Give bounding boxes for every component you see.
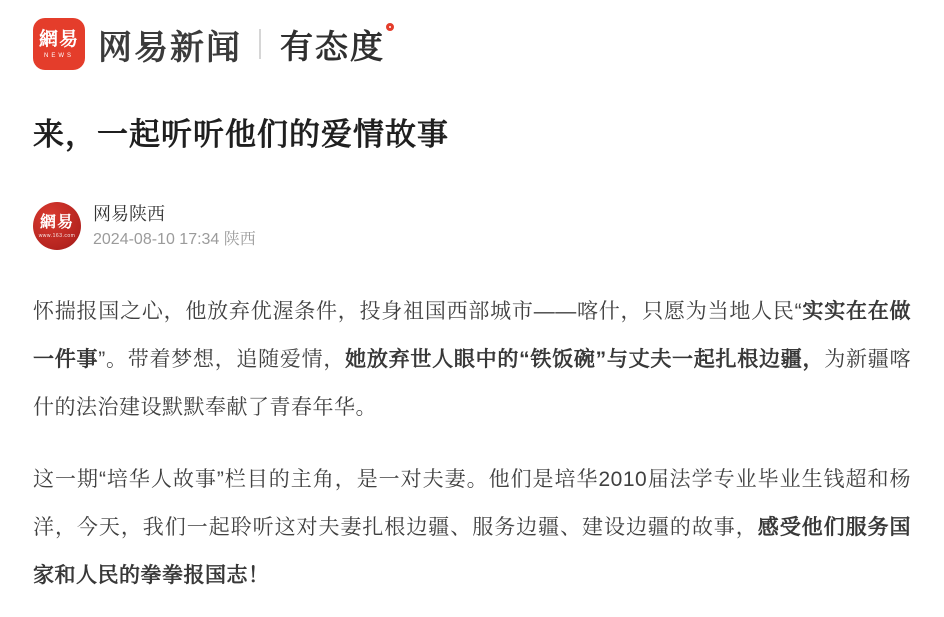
paragraph-text-segment: 怀揣报国之心，他放弃优渥条件，投身祖国西部城市——喀什，只愿为当地人民“ [33, 300, 803, 323]
avatar-cn-text: 網易 [39, 213, 74, 231]
avatar-url-text: www.163.com [38, 232, 76, 239]
degree-mark-icon [386, 23, 394, 31]
article-title: 来，一起听听他们的爱情故事 [33, 117, 449, 152]
paragraph-bold-segment: 感受他们服务国家和人民的拳拳报国志！ [33, 516, 912, 587]
logo-cn-text: 網易 [38, 28, 79, 50]
article-body [33, 288, 911, 600]
slogan-text: 有态度 [280, 27, 385, 65]
brand-name[interactable]: 网易新闻 [98, 28, 242, 67]
article-paragraph [33, 288, 911, 432]
publish-meta: 2024-08-10 17:34 陕西 [93, 231, 256, 248]
site-header [33, 18, 911, 70]
author-info [93, 202, 256, 250]
header-divider [259, 29, 261, 59]
paragraph-text-segment: 这一期“培华人故事”栏目的主角，是一对夫妻。他们是培华2010届法学专业毕业生钱超和杨洋，今天，我们一起聆听这对夫妻扎根边疆、服务边疆、建设边疆的故事， [33, 468, 911, 539]
author-avatar[interactable] [33, 202, 81, 250]
author-row [33, 202, 911, 250]
paragraph-bold-segment: 她放弃世人眼中的“铁饭碗”与丈夫一起扎根边疆， [345, 348, 825, 371]
paragraph-text-segment: ”。带着梦想，追随爱情， [98, 348, 346, 371]
article-paragraph [33, 456, 911, 600]
paragraph-text-segment: 为新疆喀什的法治建设默默奉献了青春年华。 [33, 348, 911, 419]
author-name[interactable]: 网易陕西 [93, 204, 165, 224]
logo-news-text: NEWS [44, 52, 74, 59]
netease-news-logo[interactable] [33, 18, 85, 70]
slogan-wrap [280, 21, 394, 68]
paragraph-bold-segment: 实实在在做一件事 [33, 300, 912, 371]
